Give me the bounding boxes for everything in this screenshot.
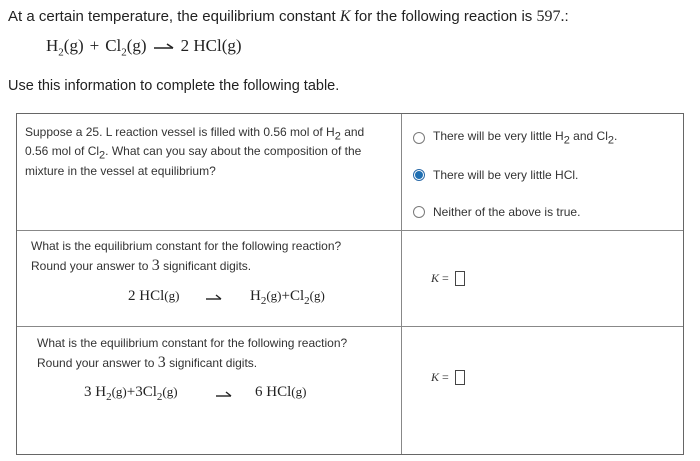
main-reaction-equation [46, 36, 242, 58]
k-reverse-question: What is the equilibrium constant for the following reaction? Round your answer to 3 significant digits. [31, 239, 342, 274]
equals-sign: = [442, 370, 449, 384]
radio-button[interactable] [413, 132, 425, 144]
k-answer-row3 [431, 370, 465, 385]
equilibrium-arrow-icon [153, 42, 175, 52]
option-label: There will be very little HCl. [433, 168, 579, 182]
intro-text-after: : [564, 8, 569, 25]
intro-text-middle: for the following reaction is [350, 8, 537, 25]
radio-button-selected[interactable] [413, 169, 425, 181]
row-divider-2 [17, 326, 683, 327]
option-label: Neither of the above is true. [433, 205, 581, 219]
k-answer-input[interactable] [455, 271, 465, 286]
k-value: 597. [536, 8, 565, 25]
reverse-reaction-right: $H_2(g)+Cl_2(g)$ [250, 288, 325, 307]
option-neither[interactable] [413, 205, 580, 219]
product-hcl: 2 HCl(g) [180, 36, 242, 55]
reactant-h2: $H_2(g)$ [46, 36, 84, 59]
option-label: There will be very little $H_2$ and $Cl_2$. [433, 129, 618, 147]
reverse-reaction-left: 2 HCl(g) [128, 288, 180, 304]
k-answer-input[interactable] [455, 370, 465, 385]
radio-button[interactable] [413, 206, 425, 218]
intro-text-before: At a certain temperature, the equilibrium constant [8, 8, 340, 25]
k-symbol: K [339, 8, 351, 25]
option-little-h2-cl2[interactable] [413, 129, 617, 146]
column-divider [401, 114, 402, 454]
composition-question: Suppose a 25. L reaction vessel is filled with 0.56 mol of $H_2$ and 0.56 mol of $Cl_2$. What can you say about the composition of the mixture in the vessel at equilibrium? [25, 125, 365, 178]
k-label: K [431, 271, 440, 285]
answer-table [16, 113, 684, 455]
plus-sign: + [89, 36, 100, 55]
reactant-cl2: $Cl_2(g)$ [105, 36, 147, 59]
equilibrium-arrow-icon [205, 294, 227, 304]
scaled-reaction-left: 3 $H_2(g)+3Cl_2(g)$ [84, 384, 178, 403]
k-label: K [431, 370, 440, 384]
instructions-text: Use this information to complete the following table. [8, 78, 340, 94]
option-little-hcl[interactable] [413, 168, 578, 182]
k-scaled-question: What is the equilibrium constant for the following reaction? Round your answer to 3 significant digits. [37, 336, 348, 371]
k-answer-row2 [431, 271, 465, 286]
equals-sign: = [442, 271, 449, 285]
scaled-reaction-right: 6 HCl(g) [255, 384, 307, 400]
equilibrium-arrow-icon [215, 391, 237, 401]
question-intro [8, 8, 569, 26]
row-divider-1 [17, 230, 683, 231]
